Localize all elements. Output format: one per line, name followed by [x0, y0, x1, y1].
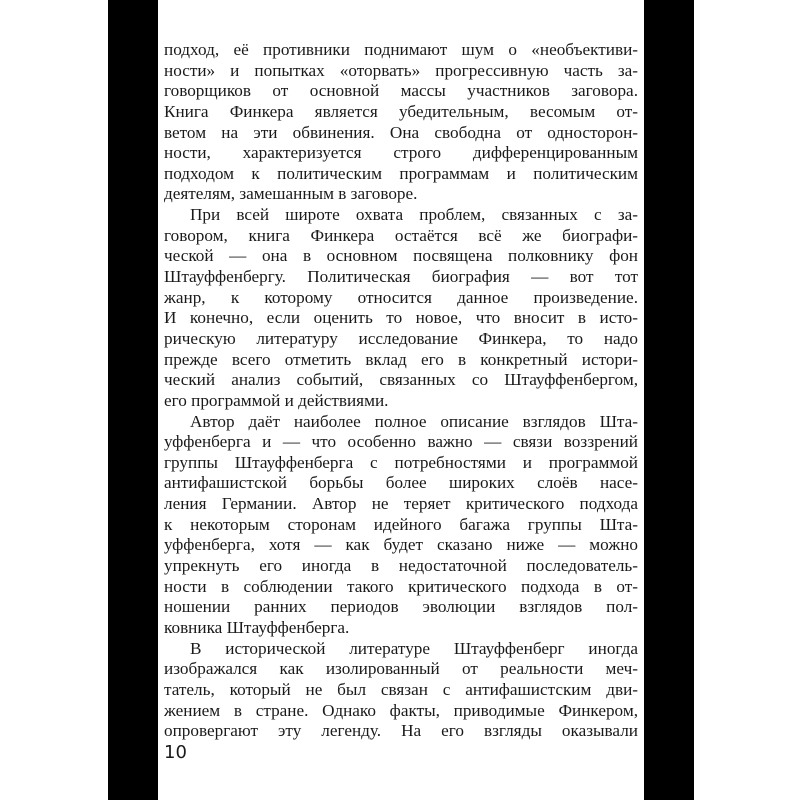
text-line: ности» и попытках «оторвать» прогрессивную часть за- [164, 60, 638, 80]
text-line: Штауффенбергу. Политическая биография — вот тот [164, 267, 638, 287]
text-line: опровергают эту легенду. На его взгляды оказывали [164, 721, 638, 741]
text-line: ветом на эти обвинения. Она свободна от односторон- [164, 122, 638, 142]
text-line: говорщиков от основной массы участников заговора. [164, 81, 638, 101]
text-line: И конечно, если оценить то новое, что вносит в исто- [164, 308, 638, 328]
text-line: изображался как изолированный от реальности меч- [164, 659, 638, 679]
text-line: прежде всего отметить вклад его в конкретный истори- [164, 349, 638, 369]
text-line: группы Штауффенберга с потребностями и программой [164, 452, 638, 472]
text-line: рическую литературу исследование Финкера, то надо [164, 328, 638, 348]
paragraph-start-line: Автор даёт наиболее полное описание взглядов Шта- [190, 411, 638, 431]
text-line: упрекнуть его иногда в недостаточной последователь- [164, 556, 638, 576]
text-line: ления Германии. Автор не теряет критического подхода [164, 494, 638, 514]
text-line: ношении ранних периодов эволюции взглядов пол- [164, 597, 638, 617]
text-line: к некоторым сторонам идейного багажа группы Шта- [164, 514, 638, 534]
text-line: ческий анализ событий, связанных со Штауффенбергом, [164, 370, 638, 390]
text-line: деятелям, замешанным в заговоре. [164, 184, 418, 204]
text-line: ческой — она в основном посвящена полковнику фон [164, 246, 638, 266]
text-line: жением в стране. Однако факты, приводимые Финкером, [164, 700, 638, 720]
book-page [158, 0, 644, 800]
paragraph-start-line: В исторической литературе Штауффенберг иногда [190, 638, 638, 658]
text-line: говором, книга Финкера остаётся всё же биографи- [164, 225, 638, 245]
text-line: ности в соблюдении такого критического подхода в от- [164, 576, 638, 596]
text-line: жанр, к которому относится данное произведение. [164, 287, 638, 307]
text-line: уффенберга и — что особенно важно — связи воззрений [164, 432, 638, 452]
right-scan-border [644, 0, 694, 800]
paragraph-start-line: При всей широте охвата проблем, связанных с за- [190, 205, 638, 225]
text-line: подходом к политическим программам и политическим [164, 163, 638, 183]
text-line: уффенберга, хотя — как будет сказано ниже — можно [164, 535, 638, 555]
text-line: Книга Финкера является убедительным, весомым от- [164, 101, 638, 121]
text-line: ности, характеризуется строго дифференцированным [164, 143, 638, 163]
page-number: 10 [164, 742, 187, 763]
text-line: татель, который не был связан с антифашистским дви- [164, 679, 638, 699]
left-scan-border [108, 0, 158, 800]
text-line: подход, её противники поднимают шум о «необъективи- [164, 40, 638, 59]
body-text [164, 40, 638, 742]
text-line: ковника Штауффенберга. [164, 617, 350, 637]
text-line: его программой и действиями. [164, 390, 389, 410]
text-line: антифашистской борьбы более широких слоёв насе- [164, 473, 638, 493]
